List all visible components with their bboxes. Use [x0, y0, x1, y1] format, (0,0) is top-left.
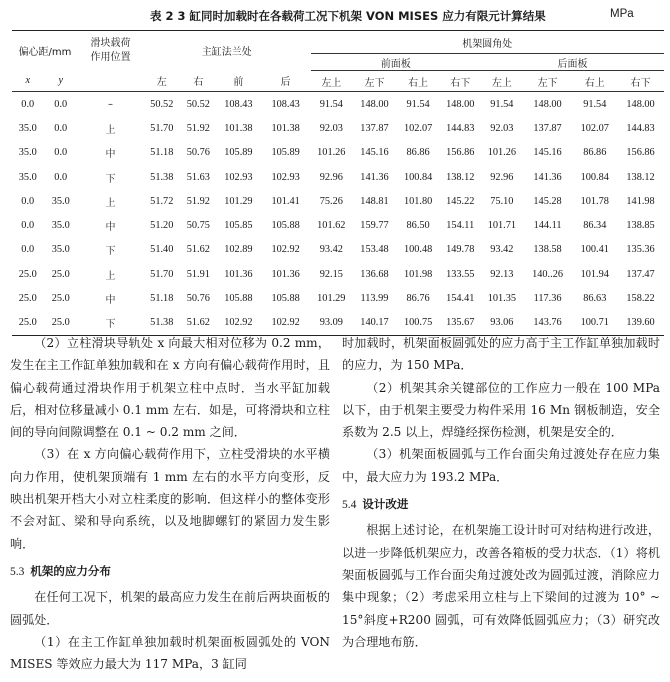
table-cell: 51.40 [150, 244, 174, 256]
table-cell: 51.92 [186, 195, 210, 207]
table-cell: 93.42 [319, 244, 343, 256]
header-subcolumns [12, 71, 664, 92]
table-caption [0, 8, 670, 24]
table-cell: 148.00 [360, 98, 389, 110]
table-cell: 159.77 [360, 220, 389, 232]
table-row [12, 286, 664, 310]
table-header [12, 31, 664, 92]
table-cell: 148.00 [533, 98, 562, 110]
table-cell: 149.78 [446, 244, 475, 256]
table-cell: 102.93 [224, 171, 253, 183]
table-cell: 145.28 [533, 195, 562, 207]
table-cell: 100.48 [403, 244, 433, 256]
table-cell: 上 [105, 124, 116, 136]
table-cell: 0.0 [54, 171, 68, 183]
table-row [12, 189, 664, 213]
subheader-cell: 左下 [537, 77, 558, 89]
table-cell: 下 [105, 173, 116, 185]
table-cell: 91.54 [490, 98, 514, 110]
table-cell: 136.68 [360, 268, 389, 280]
table-cell: 35.0 [18, 147, 37, 159]
table-cell: 91.54 [406, 98, 430, 110]
table-cell: 101.41 [271, 195, 300, 207]
header-main-cylinder-flange: 主缸法兰处 [201, 47, 252, 59]
table-cell: 138.85 [626, 220, 655, 232]
table-cell: 35.0 [18, 171, 37, 183]
table-cell: 中 [105, 295, 116, 307]
subheader-cell [78, 71, 143, 92]
table-cell: 141.98 [626, 195, 655, 207]
right-column [342, 332, 660, 653]
table-unit: MPa [610, 8, 634, 20]
table-cell: 25.0 [18, 268, 37, 280]
table-cell: 92.03 [490, 122, 514, 134]
table-cell: 91.54 [583, 98, 607, 110]
table-cell: 101.62 [317, 220, 346, 232]
table-cell: 101.78 [580, 195, 609, 207]
table-cell: 158.22 [626, 293, 655, 305]
table-cell: 50.75 [186, 220, 210, 232]
table-cell: 102.92 [224, 317, 253, 329]
table-cell: 102.07 [580, 122, 609, 134]
table-cell: 51.62 [186, 317, 210, 329]
table-cell: 144.11 [533, 220, 562, 232]
table-row [12, 141, 664, 165]
table-cell: 148.00 [626, 98, 655, 110]
table-cell: 102.92 [271, 317, 300, 329]
table-cell: 101.35 [487, 293, 517, 305]
header-offset: 偏心距/mm [18, 47, 72, 59]
subheader-cell: 右上 [584, 77, 605, 89]
paragraph: 在任何工况下，机架的最高应力发生在前后两块面板的圆弧处． [10, 590, 330, 627]
table-cell: 0.0 [54, 122, 68, 134]
paragraph: （3）机架面板圆弧与工作台面尖角过渡处存在应力集中，最大应力为 193.2 MPa． [342, 447, 660, 484]
table-cell: 105.89 [271, 147, 300, 159]
table-row [12, 116, 664, 140]
subheader-cell: 左上 [321, 77, 342, 89]
section-title: 机架的应力分布 [30, 563, 111, 578]
table-cell: 138.12 [446, 171, 475, 183]
table-cell: 50.76 [186, 147, 210, 159]
table-cell: 25.0 [51, 317, 70, 329]
table-cell: 51.20 [150, 220, 174, 232]
table-cell: 144.83 [626, 122, 655, 134]
table-cell: 101.98 [403, 268, 433, 280]
table-cell: 143.76 [533, 317, 562, 329]
table-cell: 145.16 [360, 147, 389, 159]
table-cell: 101.94 [580, 268, 609, 280]
table-cell: 137.47 [626, 268, 655, 280]
table-cell: 75.10 [490, 195, 514, 207]
table-cell: 101.38 [271, 122, 300, 134]
table-cell: 105.88 [271, 220, 300, 232]
table-cell: 50.76 [186, 293, 210, 305]
table-cell: 中 [105, 222, 116, 234]
paragraph: （2）立柱滑块导轨处 x 向最大相对位移为 0.2 mm，发生在主工作缸单独加载和在 x 方向有偏心载荷作用时，且偏心载荷通过滑块作用于机架立柱中点时．当水平缸加载后，相对位移量减小 0.1 mm 左右．如是，可将滑块和立柱间的导向间隙调整在 0.1 ~ 0.2 mm 之间． [10, 336, 330, 440]
table-cell: 140..26 [532, 268, 563, 280]
table-cell: 25.0 [18, 317, 37, 329]
subheader-cell: 后 [280, 77, 291, 89]
table-cell: 101.36 [271, 268, 300, 280]
table-cell: 135.36 [626, 244, 655, 256]
table-cell: 93.42 [490, 244, 514, 256]
table-cell: 0.0 [21, 195, 35, 207]
table-cell: 144.83 [446, 122, 475, 134]
table-cell: 91.54 [319, 98, 343, 110]
table-cell: 51.72 [150, 195, 174, 207]
table-cell: 51.38 [150, 317, 174, 329]
table-cell: 93.06 [490, 317, 514, 329]
table-cell: 51.91 [186, 268, 210, 280]
table-cell: 下 [105, 319, 116, 331]
table-cell: 101.26 [487, 147, 517, 159]
table-cell: 156.86 [446, 147, 475, 159]
table-cell: 25.0 [51, 293, 70, 305]
subheader-cell: 左下 [364, 77, 385, 89]
table-cell: 0.0 [21, 220, 35, 232]
table-cell: 105.88 [271, 293, 300, 305]
table-cell: 51.18 [150, 147, 174, 159]
subheader-cell: y [58, 75, 64, 87]
table-cell: 145.16 [533, 147, 562, 159]
table-cell: 102.92 [271, 244, 300, 256]
table-cell: 138.58 [533, 244, 562, 256]
table-cell: 102.93 [271, 171, 300, 183]
table-cell: 148.00 [446, 98, 475, 110]
table-cell: 100.84 [580, 171, 609, 183]
table-cell: 156.86 [626, 147, 655, 159]
section-title: 设计改进 [362, 497, 409, 512]
subheader-cell: 左 [156, 77, 167, 89]
table-row [12, 213, 664, 237]
table-cell: 137.87 [360, 122, 389, 134]
subheader-cell: 左上 [491, 77, 512, 89]
header-slider-position: 滑块载荷作用位置 [90, 37, 131, 63]
table-cell: 86.86 [406, 147, 430, 159]
table-cell: 102.89 [224, 244, 253, 256]
table-cell: 92.15 [319, 268, 343, 280]
table-cell: 101.29 [224, 195, 253, 207]
table-cell: 51.70 [150, 268, 174, 280]
table-cell: 51.63 [186, 171, 210, 183]
table-cell: 105.85 [224, 220, 253, 232]
table-cell: 138.12 [626, 171, 655, 183]
table-cell: 92.96 [319, 171, 343, 183]
table-cell: 92.96 [490, 171, 514, 183]
table-cell: 148.81 [360, 195, 389, 207]
paragraph: （1）在主工作缸单独加载时机架面板圆弧处的 VON MISES 等效应力最大为 117 MPa，3 缸同 [10, 634, 330, 672]
table-cell: 145.22 [446, 195, 475, 207]
table-cell: 中 [105, 149, 116, 161]
table-cell: 86.86 [583, 147, 607, 159]
table-cell: 141.36 [360, 171, 389, 183]
table-cell: 100.84 [403, 171, 433, 183]
table-cell: 35.0 [18, 122, 37, 134]
subheader-cell: 前 [233, 77, 244, 89]
subheader-cell: 右 [193, 77, 204, 89]
table-title: 表 2 3 缸同时加载时在各载荷工况下机架 VON MISES 应力有限元计算结果 [150, 9, 546, 23]
table-cell: 35.0 [51, 244, 70, 256]
table-row [12, 165, 664, 189]
table-cell: 25.0 [51, 268, 70, 280]
table-body [12, 92, 664, 336]
table-cell: 101.29 [317, 293, 346, 305]
table-cell: 101.26 [317, 147, 346, 159]
table-cell: 100.75 [403, 317, 433, 329]
table-cell: 108.43 [271, 98, 300, 110]
table-cell: 0.0 [54, 147, 68, 159]
table-cell: 50.52 [186, 98, 210, 110]
table-cell: 51.62 [186, 244, 210, 256]
table-cell: 上 [105, 197, 116, 209]
paragraph: （3）在 x 方向偏心载荷作用下，立柱受滑块的水平横向力作用，使机架顶端有 1 mm 左右的水平方向变形，反映出机架开档大小对立柱柔度的影响．但这样小的整体变形不会对缸、梁和导向系统，以及地脚螺钉的紧固力发生影响． [10, 447, 330, 551]
table-cell: 92.13 [490, 268, 514, 280]
table-cell: 153.48 [360, 244, 389, 256]
table-cell: 141.36 [533, 171, 562, 183]
table-cell: 139.60 [626, 317, 655, 329]
table-cell: 86.63 [583, 293, 607, 305]
section-number: 5.4 [342, 499, 357, 512]
header-frame-corner: 机架圆角处 [311, 31, 665, 54]
paragraph: 根据上述讨论，在机架施工设计时可对结构进行改进，以进一步降低机架应力，改善各箱板的受力状态．（1）将机架面板圆弧与工作台面尖角过渡处改为圆弧过渡，消除应力集中现象；（2）考虑采用立柱与上下梁间的过渡为 10° ~ 15°斜度+R200 圆弧，可有效降低圆弧应力；（3）研究改为合理地布筋． [342, 523, 660, 649]
table-cell: 92.03 [319, 122, 343, 134]
table-cell: 105.89 [224, 147, 253, 159]
section-number: 5.3 [10, 565, 25, 578]
table-cell: 140.17 [360, 317, 389, 329]
table-cell: 101.71 [487, 220, 517, 232]
table-cell: 86.34 [583, 220, 607, 232]
table-cell: 93.09 [319, 317, 343, 329]
stress-table [12, 30, 664, 336]
table-cell: 154.11 [446, 220, 475, 232]
table-row [12, 238, 664, 262]
table-cell: 101.36 [224, 268, 253, 280]
table-cell: 0.0 [54, 98, 68, 110]
table-cell: 101.38 [224, 122, 253, 134]
table-cell: 25.0 [18, 293, 37, 305]
paragraph: （2）机架其余关键部位的工作应力一般在 100 MPa 以下，由于机架主要受力构件采用 16 Mn 钢板制造，安全系数为 2.5 以上，焊缝经探伤检测，机架是安全的． [342, 380, 660, 440]
subheader-cell: 右下 [630, 77, 651, 89]
table-cell: 上 [105, 270, 116, 282]
table-cell: 137.87 [533, 122, 562, 134]
table-cell: 102.07 [403, 122, 433, 134]
table-cell: 51.70 [150, 122, 174, 134]
table-cell: 108.43 [224, 98, 253, 110]
header-back-panel: 后面板 [481, 54, 664, 71]
table-cell: 75.26 [319, 195, 343, 207]
table-cell: 135.67 [446, 317, 475, 329]
table-cell: 117.36 [533, 293, 562, 305]
table-row [12, 92, 664, 117]
table-cell: 51.18 [150, 293, 174, 305]
section-heading [342, 493, 660, 516]
table-cell: 50.52 [150, 98, 174, 110]
table-cell: 51.92 [186, 122, 210, 134]
header-front-panel: 前面板 [311, 54, 482, 71]
table-cell: 105.88 [224, 293, 253, 305]
table-cell: 100.71 [580, 317, 609, 329]
table-cell: 86.76 [406, 293, 430, 305]
table-cell: 下 [105, 246, 116, 258]
table-cell: 0.0 [21, 98, 35, 110]
subheader-cell: 右下 [450, 77, 471, 89]
table-row [12, 262, 664, 286]
table-cell: – [107, 98, 113, 110]
subheader-cell: x [25, 75, 31, 87]
table-cell: 133.55 [446, 268, 475, 280]
left-column [10, 332, 330, 675]
paragraph: 时加载时，机架面板圆弧处的应力高于主工作缸单独加载时的应力，为 150 MPa． [342, 336, 660, 373]
table-cell: 100.41 [580, 244, 609, 256]
table-cell: 154.41 [446, 293, 475, 305]
table-cell: 0.0 [21, 244, 35, 256]
table-cell: 113.99 [360, 293, 389, 305]
table-cell: 86.50 [406, 220, 430, 232]
table-cell: 51.38 [150, 171, 174, 183]
table-cell: 35.0 [51, 195, 70, 207]
section-heading [10, 560, 330, 583]
table-cell: 35.0 [51, 220, 70, 232]
subheader-cell: 右上 [408, 77, 429, 89]
table-cell: 101.80 [403, 195, 433, 207]
